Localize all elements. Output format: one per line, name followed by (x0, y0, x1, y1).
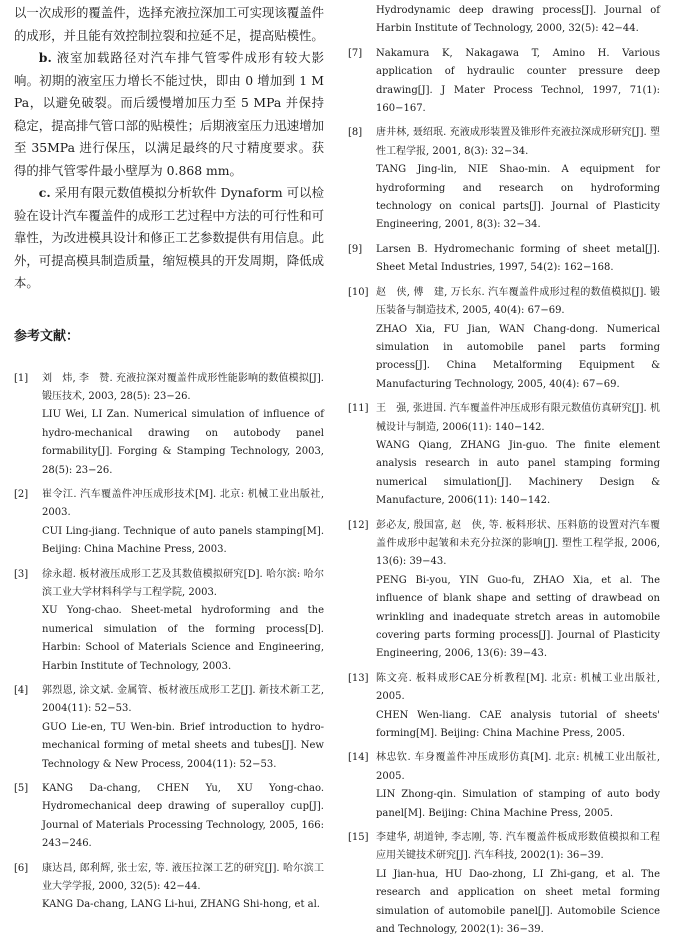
reference-item (14, 566, 324, 676)
reference-number: [13] (348, 672, 369, 684)
reference-text (376, 124, 660, 234)
paragraph-marker-c: c. (38, 185, 51, 200)
reference-text (42, 682, 324, 774)
reference-line-primary: 徐永超. 板材液压成形工艺及其数值模拟研究[D]. 哈尔滨: 哈尔滨工业大学材料科学与工程学院, 2003. (42, 568, 324, 598)
reference-line-translation: CHEN Wen-liang. CAE analysis tutorial of sheets' forming[M]. Beijing: China Machine Press, 2005. (376, 709, 660, 740)
paragraph-c-text: 采用有限元数值模拟分析软件 Dynaform 可以检验在设计汽车覆盖件的成形工艺过程中方法的可行性和可靠性，为改进模具设计和修正工艺参数提供有用信息。此外，可提高模具制造质量，缩短模具的开发周期，降低成本。 (14, 185, 324, 290)
reference-number: [5] (14, 783, 29, 795)
reference-number: [1] (14, 372, 29, 384)
reference-item (348, 517, 660, 664)
references-heading: 参考文献： (14, 328, 80, 344)
reference-item (14, 682, 324, 774)
paragraph-b-text: 液室加载路径对汽车排气管零件成形有较大影响。初期的液室压力增长不能过快，即由 0 增加到 1 MPa，以避免破裂。而后缓慢增加压力至 5 MPa 并保持稳定，提高排气管口部的贴模性；后期液室压力迅速增加至 35MPa 进行保压，以满足最终的尺寸精度要求。获得的排气管零件最小壁厚为 0.868 mm。 (14, 50, 324, 178)
reference-item (14, 860, 324, 915)
reference-item (348, 124, 660, 234)
reference-line-translation: LI Jian-hua, HU Dao-zhong, LI Zhi-gang, et al. The research and application on sheet metal forming simulation of automobile panel[J]. Automobile Science and Technology, 2002(1): 36−39. (376, 868, 660, 936)
body-paragraph-b (14, 47, 324, 182)
reference-text (376, 517, 660, 664)
reference-text (376, 400, 660, 510)
reference-item (348, 829, 660, 939)
reference-line-primary: Larsen B. Hydromechanic forming of sheet metal[J]. Sheet Metal Industries, 1997, 54(2): 162−168. (376, 243, 660, 274)
reference-line-primary: 李建华, 胡道钟, 李志刚, 等. 汽车覆盖件板成形数值模拟和工程应用关键技术研究[J]. 汽车科技, 2002(1): 36−39. (376, 832, 660, 862)
reference-line-primary: 崔令江. 汽车覆盖件冲压成形技术[M]. 北京: 机械工业出版社, 2003. (42, 488, 324, 519)
reference-text (42, 860, 324, 915)
reference-line-translation: GUO Lie-en, TU Wen-bin. Brief introduction to hydro-mechanical forming of metal sheets and tubes[J]. New Technology & New Process, 2004(11): 52−53. (42, 721, 324, 770)
reference-line-translation: ZHAO Xia, FU Jian, WAN Chang-dong. Numerical simulation in automobile panel parts forming process[J]. China Metalforming Equipment & Manufacturing Technology, 2005, 40(4): 67−69. (376, 323, 660, 390)
reference-item (348, 670, 660, 744)
reference-text (376, 284, 660, 394)
reference-line-translation: CUI Ling-jiang. Technique of auto panels stamping[M]. Beijing: China Machine Press, 2003. (42, 525, 324, 556)
references-list-right (348, 45, 660, 940)
reference-line-primary: 刘 炜, 李 赞. 充液拉深对覆盖件成形性能影响的数值模拟[J]. 锻压技术, 2003, 28(5): 23−26. (42, 372, 324, 402)
reference-line-translation: WANG Qiang, ZHANG Jin-guo. The finite element analysis research in auto panel stamping forming numerical simulation[J]. Machinery Design & Manufacture, 2006(11): 140−142. (376, 439, 660, 507)
body-paragraph-c (14, 182, 324, 295)
reference-text (376, 670, 660, 744)
body-paragraph-a-end: 以一次成形的覆盖件，选择充液拉深加工可实现该覆盖件的成形，并且能有效控制拉裂和拉延不足，提高贴模性。 (14, 5, 324, 43)
reference-line-translation: LIU Wei, LI Zan. Numerical simulation of influence of hydro-mechanical drawing on autobody panel formability[J]. Forging & Stamping Technology, 2003, 28(5): 23−26. (42, 409, 324, 476)
reference-line-translation: XU Yong-chao. Sheet-metal hydroforming and the numerical simulation of the forming process[D]. Harbin: School of Materials Science and Engineering, Harbin Institute of Technology, 2003. (42, 605, 324, 672)
reference-line-primary: 赵 侠, 傅 建, 万长东. 汽车覆盖件成形过程的数值模拟[J]. 锻压装备与制造技术, 2005, 40(4): 67−69. (376, 286, 660, 317)
reference-text (376, 241, 660, 278)
reference-line-primary: Nakamura K, Nakagawa T, Amino H. Various application of hydraulic counter pressure deep drawing[J]. J Mater Process Technol, 1997, 71(1): 160−167. (376, 47, 660, 115)
reference-text (376, 749, 660, 823)
reference-number: [4] (14, 685, 29, 696)
reference-line-translation: KANG Da-chang, LANG Li-hui, ZHANG Shi-hong, et al. (42, 899, 320, 911)
reference-number: [9] (348, 243, 363, 255)
reference-line-primary: 康达昌, 郎利辉, 张士宏, 等. 液压拉深工艺的研究[J]. 哈尔滨工业大学学报, 2000, 32(5): 42−44. (42, 862, 324, 893)
reference-item (348, 241, 660, 278)
reference-item (348, 749, 660, 823)
reference-line-translation: TANG Jing-lin, NIE Shao-min. A equipment for hydroforming and research on hydroforming technology on conical parts[J]. Journal of Plasticity Engineering, 2001, 8(3): 32−34. (376, 164, 660, 231)
reference-text (42, 780, 324, 854)
reference-text (42, 486, 324, 560)
reference-line-primary: 林忠钦. 车身覆盖件冲压成形仿真[M]. 北京: 机械工业出版社, 2005. (376, 752, 660, 782)
reference-line-translation: PENG Bi-you, YIN Guo-fu, ZHAO Xia, et al. The influence of blank shape and setting of drawbead on wrinkling and inadequate stretch areas in automobile covering parts forming process[J]. Journal of Plasticity Engineering, 2006, 13(6): 39−43. (376, 574, 660, 660)
reference-number: [8] (348, 127, 363, 139)
reference-item (14, 370, 324, 480)
reference-number: [12] (348, 519, 369, 531)
reference-line-primary: KANG Da-chang, CHEN Yu, XU Yong-chao. Hydromechanical deep drawing of superalloy cup[J]. Journal of Materials Processing Technology, 2005, 166: 243−246. (42, 783, 324, 850)
reference-line-translation: LIN Zhong-qin. Simulation of stamping of auto body panel[M]. Beijing: China Machine Press, 2005. (376, 789, 660, 819)
reference-text (42, 566, 324, 676)
reference-item (348, 284, 660, 394)
reference-item (14, 780, 324, 854)
reference-line-primary: 唐井林, 聂绍珉. 充液成形装置及锥形件充液拉深成形研究[J]. 塑性工程学报, 2001, 8(3): 32−34. (376, 127, 660, 157)
reference-number: [6] (14, 862, 29, 874)
reference-number: [10] (348, 286, 369, 298)
reference-number: [2] (14, 488, 29, 500)
right-column (348, 2, 660, 946)
paragraph-marker-b: b. (38, 50, 52, 65)
reference-number: [11] (348, 403, 369, 415)
reference-line-primary: 郭烈恩, 涂文斌. 金属管、板材液压成形工艺[J]. 新技术新工艺, 2004(11): 52−53. (42, 685, 324, 715)
reference-item (14, 486, 324, 560)
left-column (14, 2, 324, 921)
references-list-left (14, 370, 324, 915)
reference-number: [15] (348, 832, 369, 844)
reference-item (348, 400, 660, 510)
reference-text (376, 45, 660, 119)
reference-number: [14] (348, 752, 369, 764)
reference-text (42, 370, 324, 480)
reference-line-primary: 王 强, 张进国. 汽车覆盖件冲压成形有限元数值仿真研究[J]. 机械设计与制造, 2006(11): 140−142. (376, 403, 660, 433)
reference-text (376, 829, 660, 939)
reference-item (348, 45, 660, 119)
reference-line-primary: 彭必友, 殷国富, 赵 侠, 等. 板料形状、压料筋的设置对汽车覆盖件成形中起皱和未充分拉深的影响[J]. 塑性工程学报, 2006, 13(6): 39−43. (376, 519, 660, 568)
reference-number: [7] (348, 47, 363, 59)
reference-number: [3] (14, 568, 29, 580)
reference-6-continuation: Hydrodynamic deep drawing process[J]. Journal of Harbin Institute of Technology, 2000, 32(5): 42−44. (376, 5, 660, 35)
reference-line-primary: 陈文亮. 板料成形CAE分析教程[M]. 北京: 机械工业出版社, 2005. (376, 672, 660, 703)
